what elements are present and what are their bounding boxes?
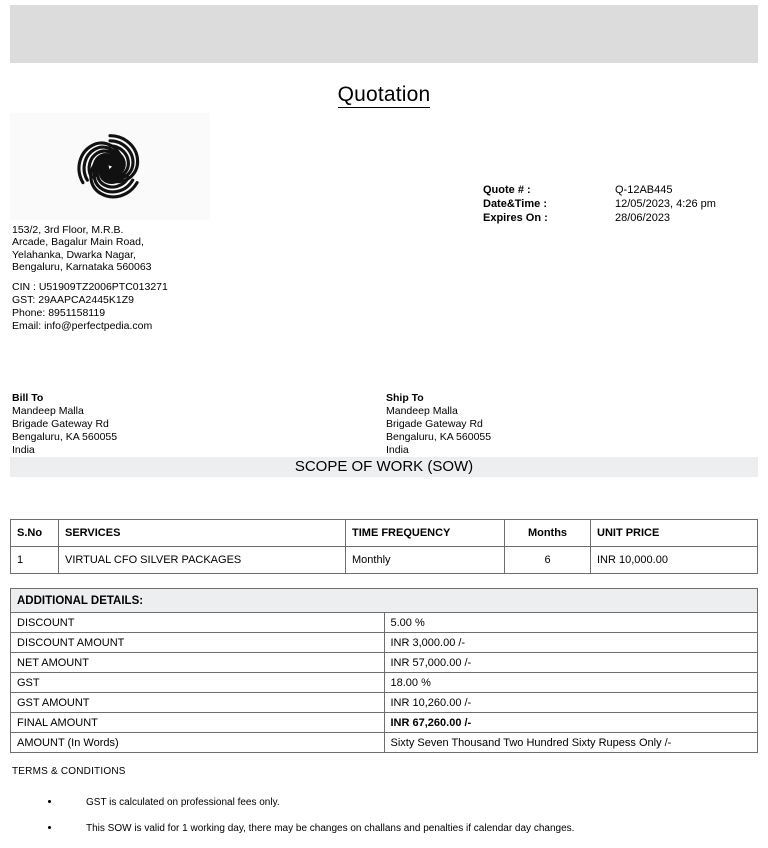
additional-details-header-row (11, 589, 758, 613)
spiral-trefoil-logo-icon (64, 121, 156, 213)
company-phone: Phone: 8951158119 (12, 307, 106, 320)
quote-number-label: Quote # : (483, 184, 531, 196)
terms-heading: TERMS & CONDITIONS (12, 766, 126, 777)
table-row (11, 653, 758, 673)
company-address-line: Yelahanka, Dwarka Nagar, (12, 248, 136, 261)
bill-to-line: Bengaluru, KA 560055 (12, 431, 118, 443)
page-title-text: Quotation (337, 83, 431, 106)
scope-of-work-banner: SCOPE OF WORK (SOW) (10, 457, 758, 477)
detail-value-gst-amount: INR 10,260.00 /- (384, 693, 758, 713)
detail-key-amount-in-words: AMOUNT (In Words) (11, 733, 385, 753)
detail-value-amount-in-words: Sixty Seven Thousand Two Hundred Sixty Rupess Only /- (384, 733, 758, 753)
services-header-services: SERVICES (59, 520, 346, 547)
terms-item-text: GST is calculated on professional fees only. (86, 797, 280, 808)
services-header-months: Months (505, 520, 591, 547)
quote-expires-label: Expires On : (483, 212, 548, 224)
table-row (11, 613, 758, 633)
ship-to-block (386, 392, 491, 457)
detail-value-net-amount: INR 57,000.00 /- (384, 653, 758, 673)
quote-datetime-row (483, 197, 716, 211)
detail-key-discount: DISCOUNT (11, 613, 385, 633)
services-header-unit-price: UNIT PRICE (591, 520, 758, 547)
detail-value-final-amount: INR 67,260.00 /- (384, 713, 758, 733)
services-header-sno: S.No (11, 520, 59, 547)
list-item (0, 822, 768, 848)
detail-value-gst: 18.00 % (384, 673, 758, 693)
additional-details-heading: ADDITIONAL DETAILS: (11, 589, 758, 613)
quote-meta-block (483, 183, 716, 225)
detail-key-gst-amount: GST AMOUNT (11, 693, 385, 713)
detail-key-gst: GST (11, 673, 385, 693)
company-email: Email: info@perfectpedia.com (12, 320, 153, 333)
company-address-line: 153/2, 3rd Floor, M.R.B. (12, 224, 124, 236)
quote-expires-row (483, 211, 716, 225)
page-title (0, 83, 768, 107)
company-cin: CIN : U51909TZ2006PTC013271 (12, 280, 168, 293)
company-address-line: Bengaluru, Karnataka 560063 (12, 261, 152, 274)
table-row (11, 733, 758, 753)
company-street-address (12, 224, 262, 274)
terms-list (0, 796, 768, 848)
bill-to-heading: Bill To (12, 392, 44, 404)
service-name: VIRTUAL CFO SILVER PACKAGES (59, 547, 346, 574)
services-header-frequency: TIME FREQUENCY (346, 520, 505, 547)
bill-to-line: India (12, 444, 35, 456)
company-address-line: Arcade, Bagalur Main Road, (12, 236, 144, 249)
table-row (11, 713, 758, 733)
ship-to-line: Brigade Gateway Rd (386, 418, 483, 430)
quote-datetime-value: 12/05/2023, 4:26 pm (615, 198, 716, 210)
ship-to-heading: Ship To (386, 392, 424, 404)
top-grey-banner (10, 5, 758, 63)
company-address-block (12, 224, 262, 333)
detail-key-net-amount: NET AMOUNT (11, 653, 385, 673)
table-row (11, 633, 758, 653)
company-logo (10, 113, 210, 220)
services-table (10, 519, 758, 574)
bill-to-line: Brigade Gateway Rd (12, 418, 109, 430)
quote-number-row (483, 183, 716, 197)
service-unit-price: INR 10,000.00 (591, 547, 758, 574)
company-gst: GST: 29AAPCA2445K1Z9 (12, 293, 134, 306)
quote-expires-value: 28/06/2023 (615, 212, 671, 224)
ship-to-line: Mandeep Malla (386, 405, 458, 417)
table-row (11, 693, 758, 713)
additional-details-table (10, 588, 758, 753)
detail-value-discount-amount: INR 3,000.00 /- (384, 633, 758, 653)
ship-to-line: India (386, 444, 409, 456)
bullet-icon (48, 826, 51, 829)
quote-datetime-label: Date&Time : (483, 198, 547, 210)
services-table-header-row (11, 520, 758, 547)
service-months: 6 (505, 547, 591, 574)
detail-key-discount-amount: DISCOUNT AMOUNT (11, 633, 385, 653)
detail-key-final-amount: FINAL AMOUNT (11, 713, 385, 733)
service-sno: 1 (11, 547, 59, 574)
bill-to-line: Mandeep Malla (12, 405, 84, 417)
quote-number-value: Q-12AB445 (615, 184, 673, 196)
bill-to-block (12, 392, 117, 457)
list-item (0, 796, 768, 822)
terms-item-text: This SOW is valid for 1 working day, there may be changes on challans and penalties if calendar day changes. (86, 823, 575, 834)
service-frequency: Monthly (346, 547, 505, 574)
table-row (11, 547, 758, 574)
detail-value-discount: 5.00 % (384, 613, 758, 633)
table-row (11, 673, 758, 693)
ship-to-line: Bengaluru, KA 560055 (386, 431, 492, 443)
bullet-icon (48, 800, 51, 803)
